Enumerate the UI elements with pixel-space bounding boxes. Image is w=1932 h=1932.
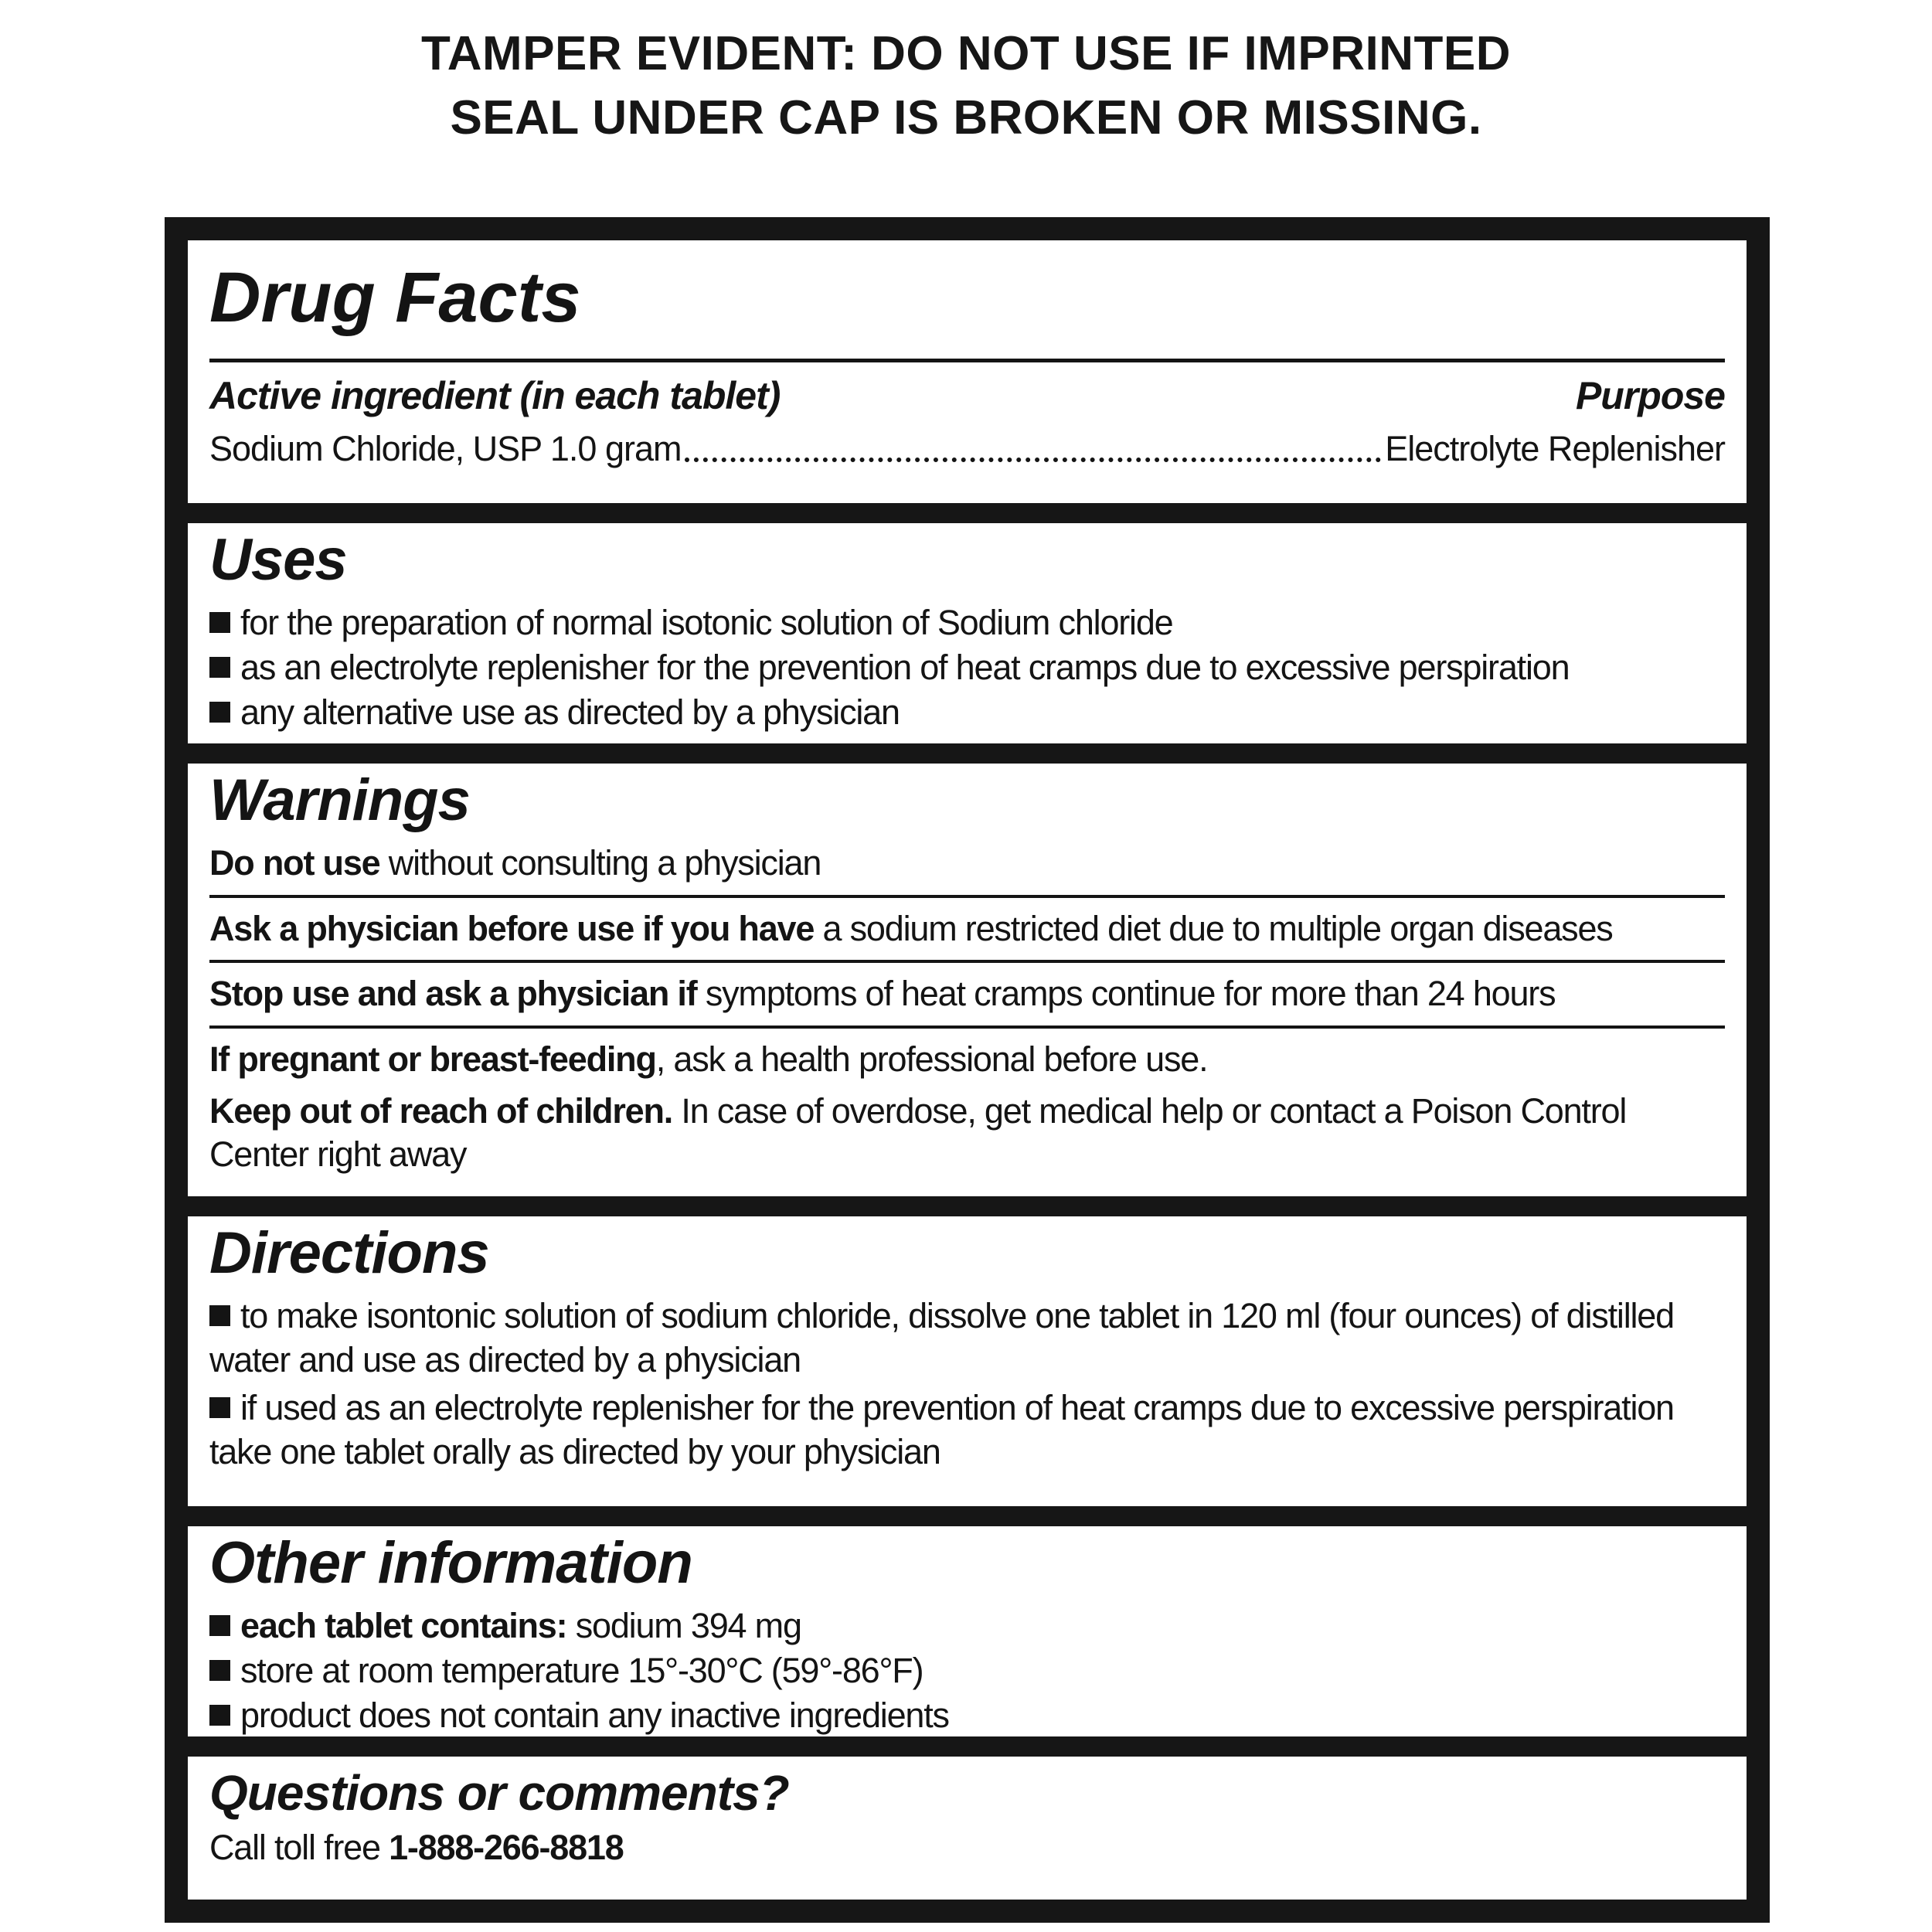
directions-item-text: to make isontonic solution of sodium chloride, dissolve one tablet in 120 ml (four ounces) of distilled water and use as directed by a physician — [209, 1296, 1674, 1379]
dot-leader — [685, 457, 1381, 462]
warning-rest-text: In case of overdose, get medical help or contact a Poison Control Center right away — [209, 1090, 1627, 1175]
bullet-square-icon — [209, 702, 230, 723]
drug-facts-title: Drug Facts — [209, 258, 581, 337]
warning-stop-use — [209, 972, 1725, 1016]
warning-rest-text: symptoms of heat cramps continue for more than 24 hours — [696, 974, 1556, 1014]
warning-rest-text: , ask a health professional before use. — [655, 1039, 1208, 1080]
other-info-rest-text: store at room temperature 15°-30°C (59°-86°F) — [240, 1650, 923, 1690]
warning-rest-text: without consulting a physician — [379, 843, 821, 883]
uses-item-text: as an electrolyte replenisher for the prevention of heat cramps due to excessive perspiration — [240, 647, 1570, 687]
other-information-title: Other information — [209, 1530, 692, 1596]
purpose-value: Electrolyte Replenisher — [1385, 429, 1725, 468]
section-directions — [188, 1216, 1747, 1506]
uses-item — [209, 691, 1725, 734]
warnings-divider — [209, 895, 1725, 898]
section-warnings — [188, 764, 1747, 1196]
other-info-bold-text: each tablet contains: — [240, 1606, 567, 1645]
questions-title: Questions or comments? — [209, 1765, 789, 1821]
directions-item — [209, 1294, 1725, 1382]
other-info-rest-text: sodium 394 mg — [566, 1606, 801, 1645]
tamper-line-2: SEAL UNDER CAP IS BROKEN OR MISSING. — [450, 91, 1482, 145]
toll-free-number: 1-888-266-8818 — [389, 1828, 624, 1867]
bullet-square-icon — [209, 1660, 230, 1681]
warning-keep-out — [209, 1090, 1725, 1177]
call-toll-free-line — [209, 1826, 1725, 1869]
uses-item — [209, 601, 1725, 645]
warning-bold-text: If pregnant or breast-feeding — [209, 1039, 656, 1080]
ingredient-purpose-row — [209, 429, 1725, 469]
section-active-ingredient — [188, 240, 1747, 503]
other-info-item — [209, 1694, 1725, 1736]
warnings-divider — [209, 960, 1725, 963]
bullet-square-icon — [209, 612, 230, 633]
bullet-square-icon — [209, 1615, 230, 1636]
section-other-information — [188, 1526, 1747, 1736]
tamper-line-1: TAMPER EVIDENT: DO NOT USE IF IMPRINTED — [421, 27, 1511, 80]
section-questions — [188, 1757, 1747, 1900]
other-info-item — [209, 1604, 1725, 1648]
title-divider — [209, 359, 1725, 362]
directions-title: Directions — [209, 1220, 489, 1286]
warning-do-not-use — [209, 842, 1725, 886]
other-info-rest-text: product does not contain any inactive ingredients — [240, 1695, 949, 1735]
warning-bold-text: Do not use — [209, 843, 380, 883]
warning-pregnant — [209, 1038, 1725, 1082]
bullet-square-icon — [209, 657, 230, 678]
call-toll-free-text: Call toll free — [209, 1828, 389, 1867]
directions-item — [209, 1386, 1725, 1474]
warnings-title: Warnings — [209, 767, 470, 833]
other-info-item — [209, 1649, 1725, 1692]
uses-item — [209, 646, 1725, 689]
active-ingredient-header-row — [209, 373, 1725, 418]
warnings-divider — [209, 1026, 1725, 1029]
bullet-square-icon — [209, 1705, 230, 1726]
warning-ask-physician — [209, 907, 1725, 951]
bullet-square-icon — [209, 1397, 230, 1418]
bullet-square-icon — [209, 1305, 230, 1326]
warning-bold-text: Keep out of reach of children. — [209, 1090, 673, 1131]
warning-rest-text: a sodium restricted diet due to multiple organ diseases — [814, 908, 1613, 948]
tamper-evident-notice — [0, 22, 1932, 150]
uses-item-text: any alternative use as directed by a physician — [240, 692, 900, 732]
uses-title: Uses — [209, 527, 347, 593]
active-ingredient-heading: Active ingredient (in each tablet) — [209, 374, 781, 417]
uses-item-text: for the preparation of normal isotonic solution of Sodium chloride — [240, 603, 1173, 642]
directions-item-text: if used as an electrolyte replenisher for the prevention of heat cramps due to excessive perspiration take one tablet orally as directed by your physician — [209, 1388, 1674, 1472]
ingredient-name: Sodium Chloride, USP 1.0 gram — [209, 429, 682, 468]
warning-bold-text: Stop use and ask a physician if — [209, 974, 697, 1014]
purpose-heading: Purpose — [1575, 374, 1725, 417]
warning-bold-text: Ask a physician before use if you have — [209, 908, 815, 948]
drug-facts-box — [165, 217, 1770, 1923]
section-uses — [188, 523, 1747, 743]
